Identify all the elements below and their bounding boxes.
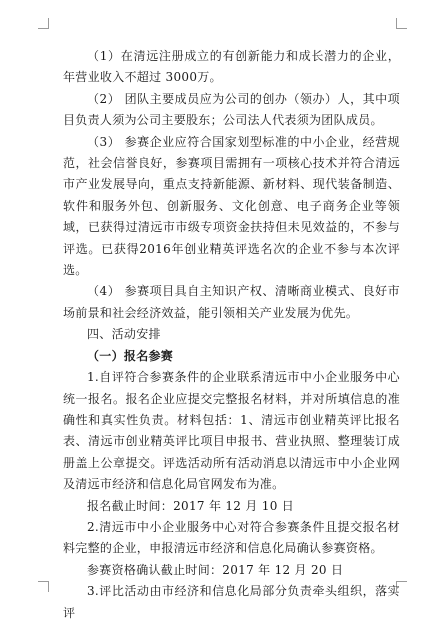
paragraph: 2.清远市中小企业服务中心对符合参赛条件且提交报名材料完整的企业，申报清远市经济和信息化局确认参赛资格。 [63, 519, 400, 556]
paragraph: （1）在清远注册成立的有创新能力和成长潜力的企业，年营业收入不超过 3000万。 [63, 49, 400, 85]
document-body [63, 46, 400, 624]
margin-corner-mark [38, 581, 49, 592]
margin-corner-mark [38, 18, 49, 29]
paragraph: （2） 团队主要成员应为公司的创办（领办）人，其中项目负责人须为公司主要股东；公司法人代表须为团队成员。 [63, 91, 400, 128]
deadline-line: 报名截止时间：2017 年 12 月 10 日 [87, 498, 295, 513]
paragraph: 3.评比活动由市经济和信息化局部分负责牵头组织，落实评 [63, 584, 400, 620]
paragraph: 1.自评符合参赛条件的企业联系清远市中小企业服务中心统一报名。报名企业应提交完整报名材料，并对所填信息的准确性和真实性负责。材料包括：1、清远市创业精英评比报名表、清远市创业精英评比项目申报书、营业执照、整理装订成册盖上公章提交。评选活动所有活动消息以清远市中小企业网及清远市经济和信息化局官网发布为准。 [63, 370, 400, 492]
paragraph: （4） 参赛项目具自主知识产权、清晰商业模式、良好市场前景和社会经济效益，能引领相关产业发展为优先。 [63, 284, 400, 320]
margin-corner-mark [396, 18, 407, 29]
section-heading: 四、活动安排 [87, 327, 161, 342]
deadline-line: 参赛资格确认截止时间：2017 年 12 月 20 日 [87, 562, 344, 577]
paragraph: （3） 参赛企业应符合国家划型标准的中小企业，经营规范，社会信誉良好，参赛项目需拥有一项核心技术并符合清远市产业发展导向，重点支持新能源、新材料、现代装备制造、软件和服务外包、创新服务、文化创意、电子商务企业等领域，已获得过清远市市级专项资金扶持但未见效益的，不参与评选。已获得2016年创业精英评选名次的企业不参与本次评选。 [63, 134, 400, 278]
subsection-heading: （一）报名参赛 [87, 348, 174, 363]
